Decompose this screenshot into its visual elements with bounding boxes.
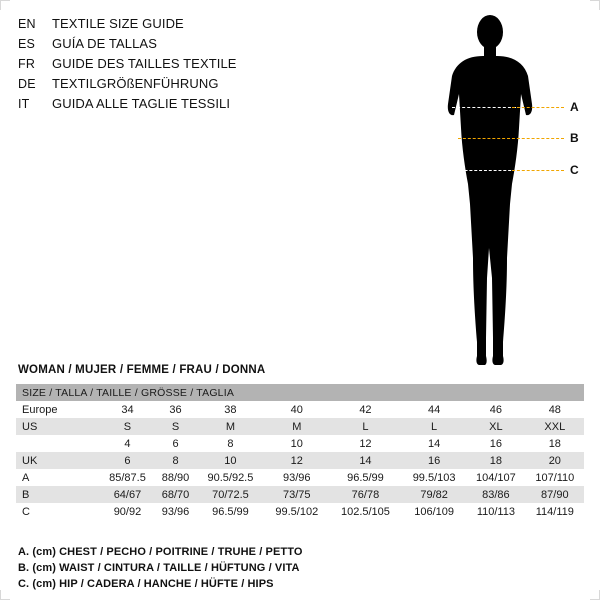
measure-label-c: C: [570, 163, 579, 177]
table-header-label: SIZE / TALLA / TAILLE / GRÖSSE / TAGLIA: [22, 386, 235, 399]
table-row-c: [16, 503, 584, 520]
table-row-a: [16, 469, 584, 486]
language-code: ES: [18, 37, 36, 51]
cell: 64/67: [113, 488, 142, 501]
language-code: DE: [18, 77, 36, 91]
cell: 8: [227, 437, 234, 450]
cell: 16: [489, 437, 503, 450]
size-table: [16, 384, 584, 520]
cell: 40: [290, 403, 303, 416]
language-title: TEXTILE SIZE GUIDE: [52, 16, 184, 31]
cell: 8: [172, 454, 179, 467]
measure-line-c-extension: [512, 170, 564, 171]
cell: 20: [548, 454, 561, 467]
corner-mark-bottom-right: [590, 590, 600, 600]
footnote-b: B. (cm) WAIST / CINTURA / TAILLE / HÜFTUNG / VITA: [18, 562, 300, 574]
cell: 4: [124, 437, 131, 450]
cell: 106/109: [414, 505, 454, 518]
row-label: US: [22, 420, 38, 433]
language-code: FR: [18, 57, 36, 71]
footnote-a: A. (cm) CHEST / PECHO / POITRINE / TRUHE / PETTO: [18, 546, 303, 558]
corner-mark-bottom-left: [0, 590, 10, 600]
row-label: UK: [22, 454, 38, 467]
measure-line-a-extension: [512, 107, 564, 108]
cell: 42: [359, 403, 372, 416]
footnote-list: [18, 544, 578, 592]
female-silhouette-figure: [400, 8, 590, 378]
cell: 104/107: [476, 471, 516, 484]
cell: 12: [359, 437, 372, 450]
cell: 18: [548, 437, 561, 450]
cell: 68/70: [161, 488, 190, 501]
cell: S: [123, 420, 132, 433]
language-title: TEXTILGRÖßENFÜHRUNG: [52, 76, 219, 91]
cell: 114/119: [535, 505, 574, 518]
cell: 6: [172, 437, 179, 450]
cell: M: [225, 420, 236, 433]
table-row-us: [16, 418, 584, 435]
silhouette-icon: [430, 8, 550, 373]
footnote-c: C. (cm) HIP / CADERA / HANCHE / HÜFTE / HIPS: [18, 578, 274, 590]
cell: 70/72.5: [212, 488, 249, 501]
corner-mark-top-right: [590, 0, 600, 10]
measure-line-a-body: [452, 107, 516, 108]
cell: 110/113: [476, 505, 515, 518]
cell: 93/96: [161, 505, 190, 518]
row-label: Europe: [22, 403, 58, 416]
cell: 36: [169, 403, 182, 416]
table-row-us-numeric: [16, 435, 584, 452]
measure-label-b: B: [570, 131, 579, 145]
cell: 38: [224, 403, 237, 416]
section-heading: WOMAN / MUJER / FEMME / FRAU / DONNA: [18, 364, 266, 376]
cell: 14: [359, 454, 372, 467]
cell: 18: [489, 454, 503, 467]
cell: L: [362, 420, 369, 433]
cell: L: [431, 420, 438, 433]
table-row-b: [16, 486, 584, 503]
cell: 48: [548, 403, 561, 416]
language-row-fr: [18, 54, 318, 74]
measure-label-a: A: [570, 100, 579, 114]
cell: 76/78: [351, 488, 380, 501]
cell: XXL: [544, 420, 566, 433]
table-row-europe: [16, 401, 584, 418]
cell: 6: [124, 454, 131, 467]
row-label: C: [22, 505, 30, 518]
cell: 99.5/102: [275, 505, 319, 518]
cell: S: [171, 420, 180, 433]
measure-line-b: [458, 138, 564, 139]
corner-mark-top-left: [0, 0, 10, 10]
language-title: GUIDE DES TAILLES TEXTILE: [52, 56, 237, 71]
cell: 96.5/99: [212, 505, 249, 518]
cell: 85/87.5: [109, 471, 146, 484]
cell: 96.5/99: [347, 471, 384, 484]
cell: 12: [290, 454, 303, 467]
table-row-uk: [16, 452, 584, 469]
language-row-de: [18, 74, 318, 94]
language-row-it: [18, 94, 318, 114]
language-title: GUIDA ALLE TAGLIE TESSILI: [52, 96, 231, 111]
cell: 87/90: [541, 488, 569, 501]
cell: 102.5/105: [340, 505, 390, 518]
row-label: [16, 435, 100, 452]
table-header-row: [16, 384, 584, 401]
cell: 46: [489, 403, 503, 416]
cell: 10: [224, 454, 237, 467]
cell: 44: [427, 403, 441, 416]
measure-line-c-body: [450, 170, 516, 171]
cell: XL: [489, 420, 503, 433]
cell: 73/75: [283, 488, 311, 501]
cell: 90.5/92.5: [207, 471, 254, 484]
row-label: B: [22, 488, 30, 501]
cell: 14: [427, 437, 441, 450]
language-title: GUÍA DE TALLAS: [52, 36, 157, 51]
cell: 90/92: [113, 505, 142, 518]
language-row-en: [18, 14, 318, 34]
cell: 79/82: [420, 488, 448, 501]
cell: 34: [121, 403, 134, 416]
cell: 107/110: [535, 471, 575, 484]
cell: 93/96: [283, 471, 311, 484]
cell: M: [292, 420, 302, 433]
language-code: IT: [18, 97, 30, 111]
cell: 88/90: [161, 471, 190, 484]
cell: 99.5/103: [412, 471, 456, 484]
cell: 83/86: [482, 488, 510, 501]
language-title-list: [18, 14, 318, 114]
cell: 10: [290, 437, 303, 450]
language-row-es: [18, 34, 318, 54]
cell: 16: [427, 454, 441, 467]
language-code: EN: [18, 17, 36, 31]
row-label: A: [22, 471, 30, 484]
